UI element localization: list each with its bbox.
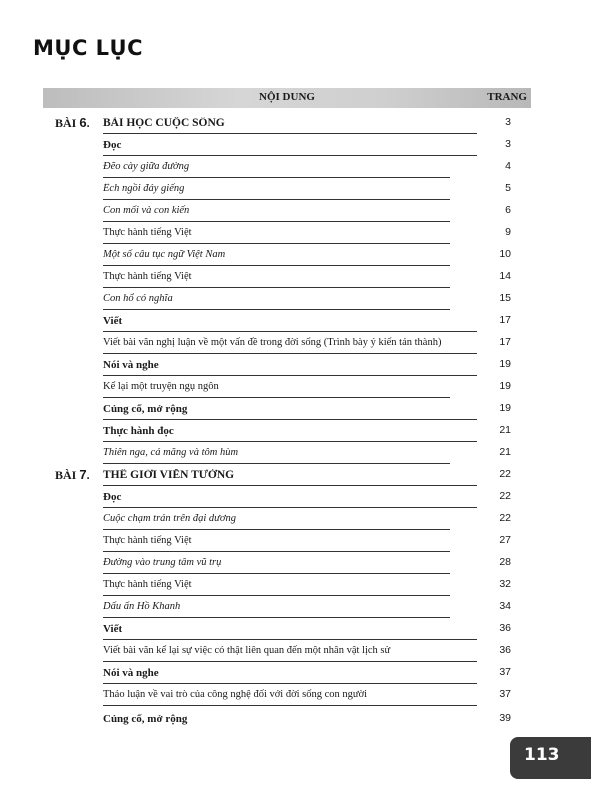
toc-row[interactable] [0, 620, 591, 640]
page-number-cell: 19 [499, 358, 511, 370]
reading-title: Ếch ngồi đáy giếng [103, 183, 185, 194]
rule [103, 507, 477, 508]
toc-row[interactable] [0, 290, 591, 310]
unit-title: THẾ GIỚI VIỄN TƯỞNG [103, 469, 235, 481]
section-heading: Thực hành đọc [103, 425, 174, 437]
reading-title: Cuộc chạm trán trên đại dương [103, 513, 236, 524]
reading-title: Đường vào trung tâm vũ trụ [103, 557, 222, 568]
dotted-rule [103, 133, 477, 134]
toc-row[interactable] [0, 378, 591, 398]
toc-row[interactable] [0, 710, 591, 730]
toc-row[interactable] [0, 422, 591, 442]
rule [103, 463, 450, 464]
rule [103, 353, 477, 354]
rule [103, 705, 477, 706]
rule [103, 265, 450, 266]
practice-title: Thực hành tiếng Việt [103, 535, 192, 546]
rule [103, 287, 450, 288]
rule [103, 639, 477, 640]
section-heading: Nói và nghe [103, 667, 159, 679]
section-heading: Viết [103, 315, 123, 327]
reading-title: Con hổ có nghĩa [103, 293, 173, 304]
practice-title: Thực hành tiếng Việt [103, 227, 192, 238]
rule [103, 551, 450, 552]
toc-row[interactable] [0, 334, 591, 354]
page-number-cell: 27 [499, 534, 511, 546]
toc-row[interactable] [0, 246, 591, 266]
page-number-cell: 19 [499, 402, 511, 414]
page-number-cell: 14 [499, 270, 511, 282]
reading-title: Một số câu tục ngữ Việt Nam [103, 249, 226, 260]
page-number-cell: 3 [505, 116, 511, 128]
rule [103, 683, 477, 684]
rule [103, 199, 450, 200]
rule [103, 617, 450, 618]
reading-title: Thiên nga, cá măng và tôm hùm [103, 447, 239, 458]
rule [103, 529, 450, 530]
unit-label: BÀI 7. [55, 467, 90, 482]
header-page-label: TRANG [487, 91, 527, 103]
page-number-cell: 36 [499, 622, 511, 634]
page-number-cell: 37 [499, 666, 511, 678]
header-content-label: NỘI DUNG [259, 91, 315, 103]
page-number-cell: 39 [499, 712, 511, 724]
toc-row[interactable] [0, 686, 591, 706]
page-title: MỤC LỤC [33, 36, 144, 60]
toc-row[interactable] [0, 400, 591, 420]
section-heading: Củng cố, mở rộng [103, 713, 188, 725]
page-number-cell: 17 [499, 336, 511, 348]
toc-row[interactable] [0, 444, 591, 464]
toc-row[interactable] [0, 202, 591, 222]
page-number-cell: 21 [499, 446, 511, 458]
rule [103, 243, 450, 244]
page-number-cell: 34 [499, 600, 511, 612]
practice-title: Thực hành tiếng Việt [103, 271, 192, 282]
writing-task: Viết bài văn nghị luận về một vấn đề trong đời sống (Trình bày ý kiến tán thành) [103, 337, 442, 348]
rule [103, 419, 477, 420]
page-number-cell: 22 [499, 490, 511, 502]
toc-row[interactable] [0, 664, 591, 684]
toc-row[interactable] [0, 136, 591, 156]
toc-row[interactable] [0, 598, 591, 618]
reading-title: Dấu ấn Hồ Khanh [103, 601, 181, 612]
page-number-cell: 19 [499, 380, 511, 392]
toc-row[interactable] [0, 356, 591, 376]
page-number-cell: 6 [505, 204, 511, 216]
page-number-cell: 5 [505, 182, 511, 194]
page-number-cell: 15 [499, 292, 511, 304]
page-number-cell: 17 [499, 314, 511, 326]
toc-row[interactable] [0, 554, 591, 574]
page-number-cell: 10 [499, 248, 511, 260]
rule [103, 155, 477, 156]
rule [103, 595, 450, 596]
toc-row[interactable] [0, 576, 591, 596]
rule [103, 177, 450, 178]
page-number-cell: 32 [499, 578, 511, 590]
page-number-cell: 28 [499, 556, 511, 568]
page-number-cell: 9 [505, 226, 511, 238]
page-number-cell: 22 [499, 512, 511, 524]
toc-row[interactable] [0, 180, 591, 200]
toc-row[interactable] [0, 224, 591, 244]
page-number-cell: 4 [505, 160, 511, 172]
section-heading: Viết [103, 623, 123, 635]
section-heading: Đọc [103, 139, 122, 151]
unit-row[interactable] [0, 466, 591, 486]
reading-title: Đẽo cày giữa đường [103, 161, 190, 172]
toc-row[interactable] [0, 158, 591, 178]
section-heading: Nói và nghe [103, 359, 159, 371]
page-number: 113 [524, 745, 560, 765]
rule [103, 221, 450, 222]
page-number-cell: 21 [499, 424, 511, 436]
toc-row[interactable] [0, 312, 591, 332]
section-heading: Củng cố, mở rộng [103, 403, 188, 415]
practice-title: Thực hành tiếng Việt [103, 579, 192, 590]
page-number-cell: 22 [499, 468, 511, 480]
rule [103, 441, 477, 442]
page-number-cell: 36 [499, 644, 511, 656]
section-heading: Đọc [103, 491, 122, 503]
unit-title: BÀI HỌC CUỘC SỐNG [103, 117, 225, 129]
rule [103, 397, 450, 398]
page-number-cell: 37 [499, 688, 511, 700]
rule [103, 331, 477, 332]
rule [103, 661, 477, 662]
toc-row[interactable] [0, 642, 591, 662]
rule [103, 573, 450, 574]
toc-row[interactable] [0, 488, 591, 508]
reading-title: Con mối và con kiến [103, 205, 190, 216]
toc-row[interactable] [0, 510, 591, 530]
writing-task: Viết bài văn kể lại sự việc có thật liên quan đến một nhân vật lịch sử [103, 645, 391, 656]
rule [103, 309, 450, 310]
unit-label: BÀI 6. [55, 115, 90, 130]
unit-row[interactable] [0, 114, 591, 134]
toc-row[interactable] [0, 532, 591, 552]
page-number-cell: 3 [505, 138, 511, 150]
toc-row[interactable] [0, 268, 591, 288]
speaking-task: Kể lại một truyện ngụ ngôn [103, 381, 219, 392]
rule [103, 375, 477, 376]
speaking-task: Thảo luận về vai trò của công nghệ đối với đời sống con người [103, 689, 368, 700]
rule [103, 485, 477, 486]
